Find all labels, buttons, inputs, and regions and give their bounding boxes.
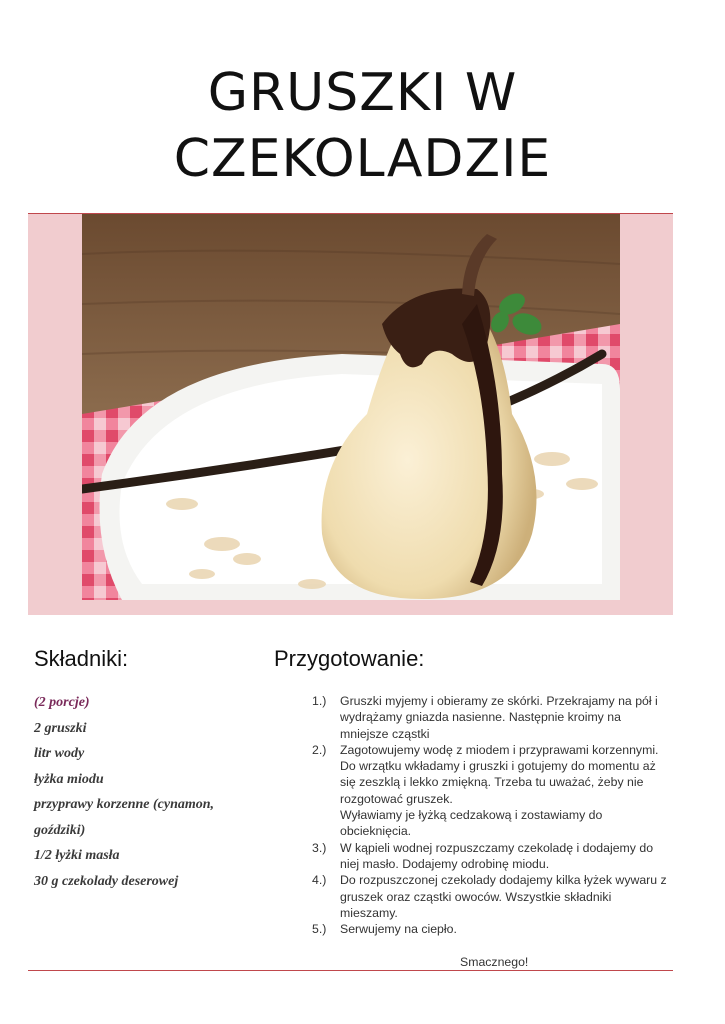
step-line: rozgotować gruszek.: [340, 791, 453, 806]
ingredient-item: 30 g czekolady deserowej: [34, 873, 179, 889]
step-line: Zagotowujemy wodę z miodem i przyprawami korzennymi.: [340, 742, 659, 757]
step-line: Gruszki myjemy i obieramy ze skórki. Przekrajamy na pół i: [340, 694, 658, 708]
ingredient-item: 1/2 łyżki masła: [34, 848, 120, 863]
step-line: niej masło. Dodajemy odrobinę miodu.: [340, 856, 550, 871]
step-number: 3.): [312, 840, 327, 855]
ingredients-list: [34, 690, 264, 894]
step-1: [312, 693, 674, 742]
step-line: Wyławiamy je łyżką cedzakową i zostawiamy do: [340, 808, 603, 823]
step-line: Do wrzątku wkładamy i gruszki i gotujemy do momentu aż: [340, 759, 656, 774]
ingredient-item: litr wody: [34, 746, 85, 761]
step-number: 5.): [312, 922, 327, 937]
step-4: [312, 872, 674, 921]
title-line-2: CZEKOLADZIE: [173, 129, 552, 189]
step-number: 2.): [312, 742, 327, 757]
step-number: 4.): [312, 873, 327, 888]
step-line: W kąpieli wodnej rozpuszczamy czekoladę i dodajemy do: [340, 840, 654, 855]
step-line: obcieknięcia.: [340, 824, 412, 839]
page-title: [0, 60, 725, 192]
step-line: się zeszklą i lekko zmiękną. Trzeba tu uważać, żeby nie: [340, 775, 644, 790]
step-5: [312, 921, 674, 937]
ingredient-item: przyprawy korzenne (cynamon,: [34, 797, 215, 812]
bottom-divider: [28, 970, 673, 971]
ingredient-item: łyżka miodu: [34, 771, 104, 787]
step-line: mniejsze cząstki: [340, 726, 430, 741]
title-line-1: GRUSZKI W: [207, 63, 518, 123]
preparation-steps: [312, 693, 674, 937]
ingredients-heading: Składniki:: [34, 646, 129, 671]
step-line: wydrążamy gniazda nasienne. Następnie kroimy na: [340, 710, 621, 725]
ingredient-item: 2 gruszki: [34, 720, 87, 736]
step-line: mieszamy.: [340, 905, 398, 920]
chocolate-pear-photo: [82, 214, 620, 600]
step-line: Do rozpuszczonej czekolady dodajemy kilka łyżek wywaru z: [340, 873, 667, 888]
photo-band: [28, 214, 673, 615]
step-2: [312, 742, 674, 840]
step-number: 1.): [312, 694, 327, 708]
step-3: [312, 840, 674, 873]
step-line: Serwujemy na ciepło.: [340, 922, 457, 937]
step-line: gruszek oraz cząstki owoców. Wszystkie składniki: [340, 889, 612, 904]
closing-greeting: Smacznego!: [460, 955, 529, 969]
preparation-heading: Przygotowanie:: [274, 646, 425, 671]
ingredient-item: goździki): [34, 822, 86, 838]
portions-label: (2 porcje): [34, 695, 90, 710]
